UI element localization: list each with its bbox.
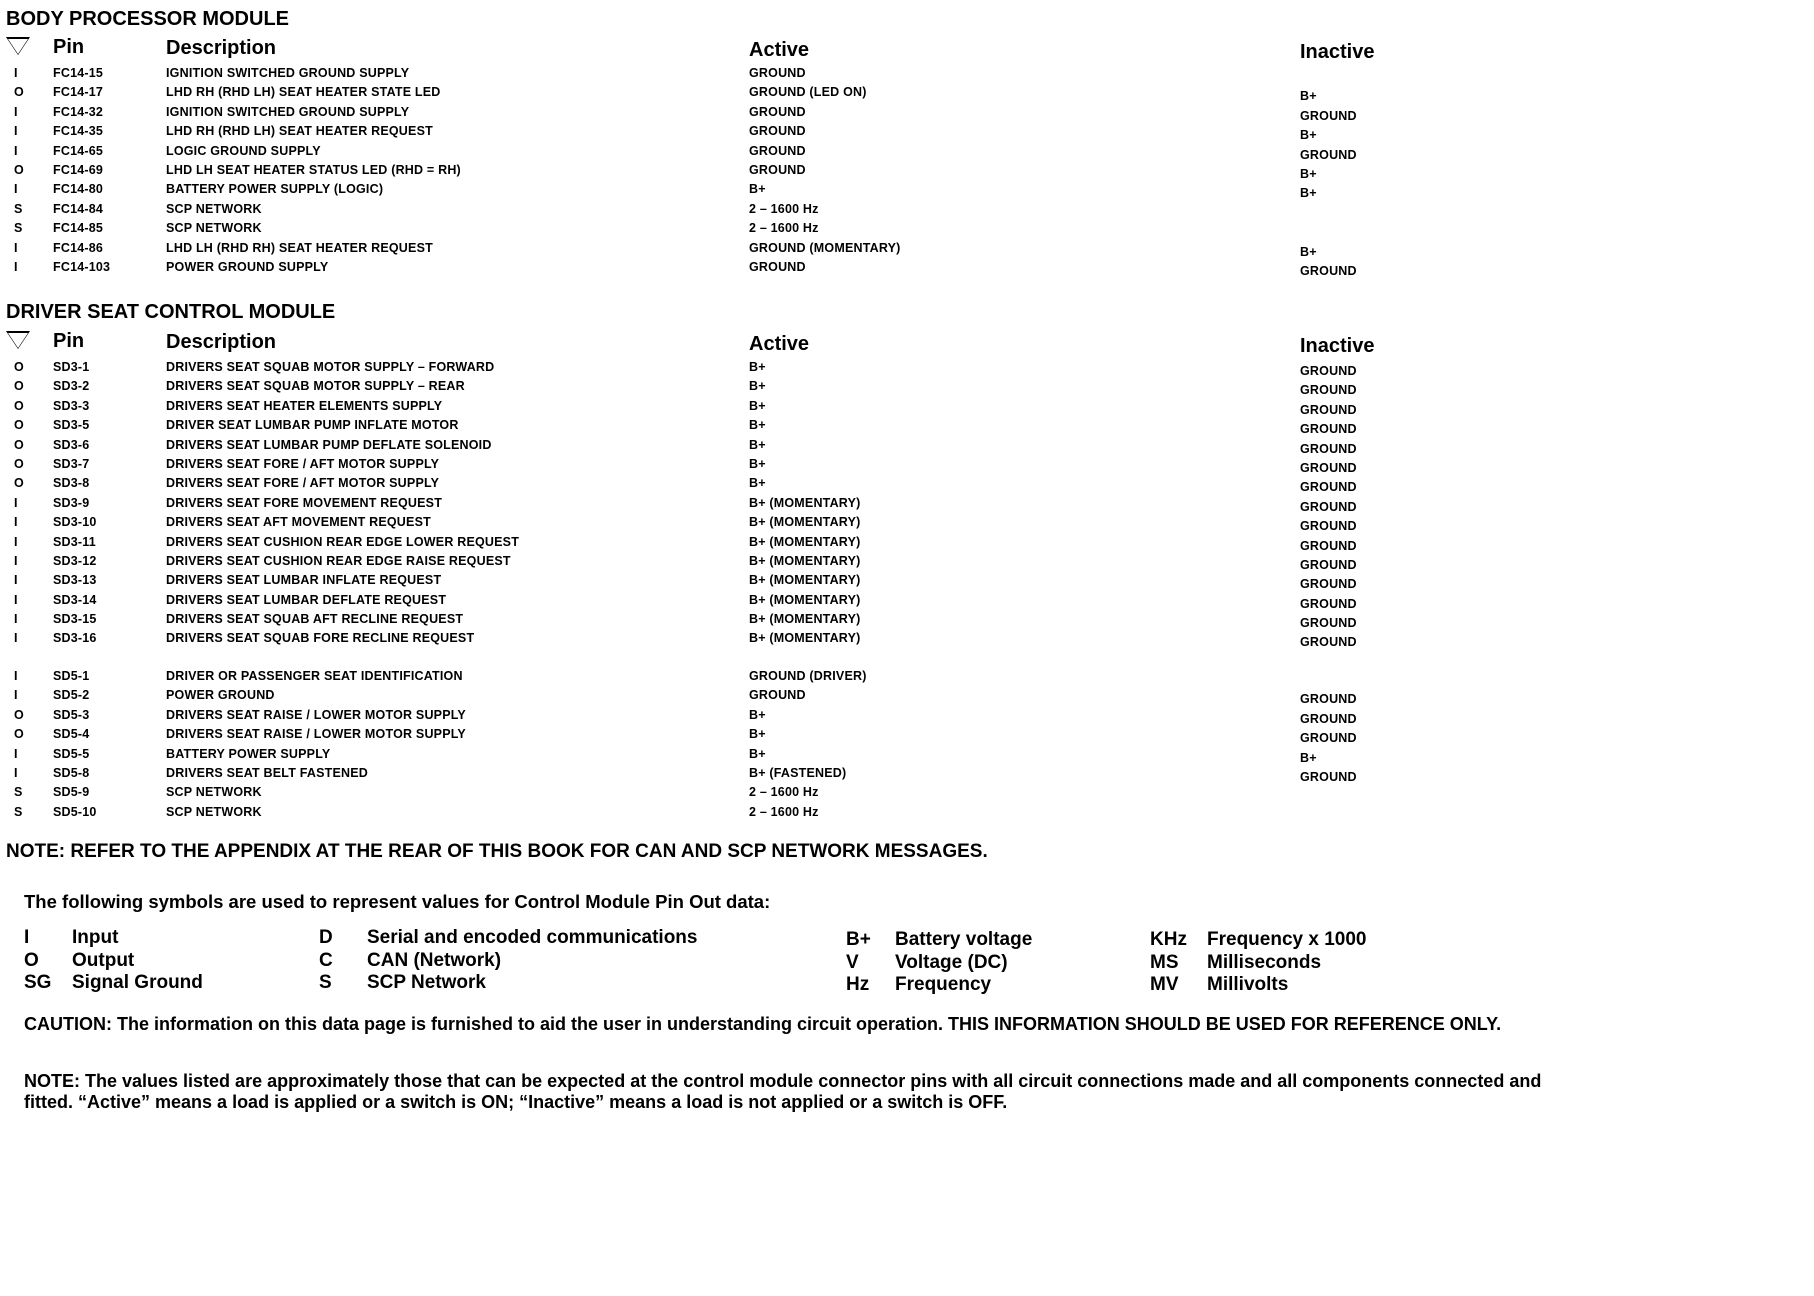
- pin-type-symbol: O: [14, 360, 24, 374]
- pin-description: IGNITION SWITCHED GROUND SUPPLY: [166, 66, 410, 80]
- pin-type-symbol: I: [14, 765, 18, 780]
- legend-meaning: Serial and encoded communications: [367, 927, 698, 948]
- active-value: GROUND: [749, 124, 806, 139]
- table-row: [0, 124, 1564, 143]
- header-inactive: Inactive: [1300, 41, 1375, 63]
- table-row: [0, 66, 1564, 85]
- active-value: GROUND (LED ON): [749, 85, 867, 100]
- active-value: B+ (MOMENTARY): [749, 534, 861, 549]
- pin-type-symbol: S: [14, 804, 23, 819]
- header-pin: Pin: [53, 330, 85, 352]
- pin-type-symbol: I: [14, 143, 18, 158]
- signal-direction-triangle-icon: [6, 37, 30, 55]
- inactive-value: GROUND: [1300, 147, 1357, 162]
- pin-type-symbol: I: [14, 240, 18, 255]
- pin-id: SD3-8: [53, 476, 90, 491]
- table-row: [0, 182, 1564, 201]
- pin-description: DRIVERS SEAT LUMBAR INFLATE REQUEST: [166, 573, 442, 588]
- bpm-pin-table: [0, 66, 1564, 279]
- pin-id: SD3-1: [53, 360, 90, 374]
- legend-symbol: C: [319, 949, 333, 971]
- legend-meaning: Signal Ground: [72, 972, 203, 993]
- table-row: [0, 708, 1564, 727]
- pin-id: SD3-5: [53, 418, 90, 433]
- pin-description: DRIVER SEAT LUMBAR PUMP INFLATE MOTOR: [166, 418, 459, 433]
- table-row: [0, 260, 1564, 279]
- active-value: B+: [749, 398, 766, 413]
- inactive-value: GROUND: [1300, 383, 1357, 398]
- pin-id: SD5-3: [53, 707, 90, 722]
- legend-meaning: Millivolts: [1207, 974, 1289, 995]
- legend-entry: [1150, 929, 1366, 952]
- legend-entry: [846, 974, 1032, 997]
- inactive-value: GROUND: [1300, 108, 1357, 123]
- legend-meaning: SCP Network: [367, 972, 486, 993]
- active-value: B+ (MOMENTARY): [749, 612, 861, 627]
- inactive-value: GROUND: [1300, 402, 1357, 417]
- pin-type-symbol: S: [14, 221, 23, 236]
- signal-direction-triangle-icon: [6, 331, 30, 349]
- active-value: B+ (MOMENTARY): [749, 592, 861, 607]
- inactive-value: GROUND: [1300, 769, 1357, 784]
- active-value: 2 – 1600 Hz: [749, 804, 819, 819]
- inactive-value: GROUND: [1300, 538, 1357, 553]
- legend-entry: [24, 950, 203, 973]
- pin-description: DRIVER OR PASSENGER SEAT IDENTIFICATION: [166, 669, 463, 683]
- legend-entry: [24, 972, 203, 995]
- legend-symbol: KHz: [1150, 929, 1187, 950]
- inactive-value: GROUND: [1300, 480, 1357, 495]
- section-title-body-processor-module: BODY PROCESSOR MODULE: [6, 8, 289, 30]
- pin-id: SD3-2: [53, 379, 90, 394]
- inactive-value: GROUND: [1300, 692, 1357, 707]
- inactive-value: GROUND: [1300, 460, 1357, 475]
- active-value: B+ (MOMENTARY): [749, 631, 861, 646]
- pin-description: SCP NETWORK: [166, 804, 262, 819]
- active-value: B+: [749, 360, 766, 374]
- legend-column-2: [319, 927, 697, 995]
- dscm-sd5-pin-table: [0, 669, 1564, 824]
- pin-type-symbol: I: [14, 515, 18, 530]
- active-value: GROUND (MOMENTARY): [749, 240, 901, 255]
- active-value: B+ (FASTENED): [749, 765, 847, 780]
- legend-entry: [1150, 952, 1366, 975]
- pin-type-symbol: I: [14, 495, 18, 510]
- pin-id: FC14-86: [53, 240, 104, 255]
- pin-id: SD5-9: [53, 785, 90, 800]
- pin-type-symbol: O: [14, 476, 24, 491]
- active-value: GROUND: [749, 688, 806, 703]
- pin-type-symbol: O: [14, 437, 24, 452]
- pin-id: SD3-9: [53, 495, 90, 510]
- pin-type-symbol: I: [14, 669, 18, 683]
- table-row: [0, 105, 1564, 124]
- header-description: Description: [166, 331, 277, 353]
- table-row: [0, 241, 1564, 260]
- legend-symbol: D: [319, 927, 333, 948]
- pin-type-symbol: I: [14, 746, 18, 761]
- pin-id: FC14-35: [53, 124, 104, 139]
- active-value: B+: [749, 746, 766, 761]
- legend-column-1: [24, 927, 203, 995]
- pin-type-symbol: I: [14, 66, 18, 80]
- pin-description: DRIVERS SEAT CUSHION REAR EDGE RAISE REQUEST: [166, 553, 511, 568]
- legend-intro: The following symbols are used to represent values for Control Module Pin Out data:: [24, 891, 771, 912]
- inactive-value: GROUND: [1300, 577, 1357, 592]
- legend-meaning: CAN (Network): [367, 949, 502, 971]
- table-row: [0, 85, 1564, 104]
- pin-id: SD3-3: [53, 398, 90, 413]
- pin-description: DRIVERS SEAT FORE / AFT MOTOR SUPPLY: [166, 476, 440, 491]
- active-value: GROUND (DRIVER): [749, 669, 867, 683]
- table-row: [0, 805, 1564, 824]
- active-value: B+: [749, 707, 766, 722]
- active-value: GROUND: [749, 66, 806, 80]
- note-values-text: NOTE: The values listed are approximately those that can be expected at the control module connector pins with all circuit connections made and all components connected and fitted. “Active” means a load is applied or a switch is ON; “Inactive” means a load is not applied or a switch is OFF.: [24, 1071, 1542, 1112]
- pin-description: DRIVERS SEAT BELT FASTENED: [166, 765, 368, 780]
- table-row: [0, 766, 1564, 785]
- pin-type-symbol: I: [14, 553, 18, 568]
- pin-description: LOGIC GROUND SUPPLY: [166, 143, 321, 158]
- pin-type-symbol: I: [14, 631, 18, 646]
- table-row: [0, 631, 1564, 650]
- pin-type-symbol: O: [14, 456, 24, 471]
- pin-description: DRIVERS SEAT RAISE / LOWER MOTOR SUPPLY: [166, 727, 466, 742]
- pin-description: SCP NETWORK: [166, 201, 262, 216]
- inactive-value: GROUND: [1300, 422, 1357, 437]
- legend-entry: [319, 972, 697, 995]
- legend-meaning: Frequency x 1000: [1207, 929, 1367, 950]
- pin-id: SD5-8: [53, 765, 90, 780]
- table-row: [0, 496, 1564, 515]
- legend-entry: [1150, 974, 1366, 997]
- pin-type-symbol: I: [14, 612, 18, 627]
- table-row: [0, 727, 1564, 746]
- pin-id: FC14-80: [53, 182, 104, 197]
- active-value: GROUND: [749, 104, 806, 119]
- pin-description: SCP NETWORK: [166, 785, 262, 800]
- legend-entry: [846, 929, 1032, 952]
- inactive-value: B+: [1300, 128, 1317, 143]
- active-value: B+: [749, 476, 766, 491]
- pin-type-symbol: O: [14, 85, 24, 100]
- pin-id: FC14-84: [53, 201, 104, 216]
- pin-id: SD3-10: [53, 515, 97, 530]
- inactive-value: GROUND: [1300, 557, 1357, 572]
- pin-description: LHD LH (RHD RH) SEAT HEATER REQUEST: [166, 240, 433, 255]
- pin-id: SD3-11: [53, 534, 96, 549]
- active-value: B+: [749, 437, 766, 452]
- pin-description: POWER GROUND SUPPLY: [166, 259, 329, 274]
- pin-id: SD5-2: [53, 688, 90, 703]
- inactive-value: GROUND: [1300, 616, 1357, 631]
- inactive-value: B+: [1300, 166, 1317, 181]
- pin-description: DRIVERS SEAT SQUAB MOTOR SUPPLY – REAR: [166, 379, 465, 394]
- pin-description: LHD LH SEAT HEATER STATUS LED (RHD = RH): [166, 162, 461, 177]
- pin-type-symbol: I: [14, 592, 18, 607]
- inactive-value: GROUND: [1300, 711, 1357, 726]
- active-value: B+: [749, 379, 766, 394]
- pin-type-symbol: I: [14, 259, 18, 274]
- pin-description: DRIVERS SEAT LUMBAR DEFLATE REQUEST: [166, 592, 447, 607]
- active-value: B+: [749, 418, 766, 433]
- pin-description: DRIVERS SEAT SQUAB AFT RECLINE REQUEST: [166, 612, 464, 627]
- active-value: 2 – 1600 Hz: [749, 221, 819, 236]
- table-row: [0, 785, 1564, 804]
- legend-column-4: [1150, 929, 1366, 997]
- table-row: [0, 399, 1564, 418]
- table-row: [0, 163, 1564, 182]
- table-row: [0, 535, 1564, 554]
- pin-type-symbol: I: [14, 182, 18, 197]
- pin-type-symbol: O: [14, 398, 24, 413]
- legend-symbol: V: [846, 951, 859, 973]
- legend-meaning: Output: [72, 949, 135, 971]
- legend-meaning: Voltage (DC): [895, 951, 1008, 973]
- inactive-value: B+: [1300, 89, 1317, 104]
- pin-id: SD5-10: [53, 804, 97, 819]
- pin-id: SD5-1: [53, 669, 90, 683]
- active-value: B+ (MOMENTARY): [749, 573, 861, 588]
- table-row: [0, 144, 1564, 163]
- pin-type-symbol: O: [14, 162, 24, 177]
- legend-column-3: [846, 929, 1032, 997]
- pin-description: LHD RH (RHD LH) SEAT HEATER REQUEST: [166, 124, 433, 139]
- pin-id: SD3-15: [53, 612, 97, 627]
- pin-id: SD3-7: [53, 456, 90, 471]
- pin-description: IGNITION SWITCHED GROUND SUPPLY: [166, 104, 410, 119]
- table-row: [0, 202, 1564, 221]
- table-row: [0, 379, 1564, 398]
- legend-meaning: Battery voltage: [895, 929, 1033, 950]
- table-row: [0, 438, 1564, 457]
- pin-description: BATTERY POWER SUPPLY (LOGIC): [166, 182, 384, 197]
- legend-meaning: Input: [72, 927, 119, 948]
- inactive-value: GROUND: [1300, 596, 1357, 611]
- pin-description: DRIVERS SEAT SQUAB FORE RECLINE REQUEST: [166, 631, 475, 646]
- pin-description: DRIVERS SEAT HEATER ELEMENTS SUPPLY: [166, 398, 443, 413]
- pin-id: SD5-5: [53, 746, 90, 761]
- pin-description: DRIVERS SEAT LUMBAR PUMP DEFLATE SOLENOID: [166, 437, 492, 452]
- legend-symbol: B+: [846, 929, 871, 950]
- pin-id: FC14-32: [53, 104, 104, 119]
- pin-type-symbol: O: [14, 707, 24, 722]
- pin-type-symbol: O: [14, 379, 24, 394]
- legend-entry: [24, 927, 203, 950]
- pin-description: DRIVERS SEAT AFT MOVEMENT REQUEST: [166, 515, 431, 530]
- active-value: GROUND: [749, 143, 806, 158]
- pin-type-symbol: I: [14, 124, 18, 139]
- active-value: B+ (MOMENTARY): [749, 553, 861, 568]
- legend-entry: [846, 952, 1032, 975]
- table-row: [0, 554, 1564, 573]
- table-row: [0, 573, 1564, 592]
- pin-id: SD3-12: [53, 553, 97, 568]
- header-active: Active: [749, 39, 810, 61]
- table-row: [0, 612, 1564, 631]
- note-appendix: NOTE: REFER TO THE APPENDIX AT THE REAR OF THIS BOOK FOR CAN AND SCP NETWORK MESSAGES.: [6, 841, 988, 862]
- active-value: B+: [749, 727, 766, 742]
- pin-type-symbol: O: [14, 727, 24, 742]
- inactive-value: GROUND: [1300, 263, 1357, 278]
- active-value: 2 – 1600 Hz: [749, 785, 819, 800]
- inactive-value: B+: [1300, 750, 1317, 765]
- inactive-value: GROUND: [1300, 499, 1357, 514]
- legend-symbol: MS: [1150, 951, 1179, 973]
- pin-id: FC14-17: [53, 85, 104, 100]
- table-row: [0, 593, 1564, 612]
- pin-description: SCP NETWORK: [166, 221, 262, 236]
- legend-symbol: MV: [1150, 974, 1179, 995]
- pin-description: DRIVERS SEAT FORE MOVEMENT REQUEST: [166, 495, 443, 510]
- active-value: GROUND: [749, 259, 806, 274]
- header-active: Active: [749, 333, 810, 355]
- section-title-driver-seat-control-module: DRIVER SEAT CONTROL MODULE: [6, 301, 336, 323]
- active-value: B+ (MOMENTARY): [749, 495, 861, 510]
- legend-symbol: Hz: [846, 974, 870, 995]
- header-inactive: Inactive: [1300, 335, 1375, 357]
- legend-meaning: Milliseconds: [1207, 951, 1322, 973]
- legend-symbol: O: [24, 949, 39, 971]
- legend-symbol: SG: [24, 972, 52, 993]
- inactive-value: B+: [1300, 186, 1317, 201]
- inactive-value: GROUND: [1300, 731, 1357, 746]
- legend-symbol: I: [24, 927, 30, 948]
- legend-entry: [319, 950, 697, 973]
- pin-type-symbol: I: [14, 688, 18, 703]
- active-value: B+: [749, 456, 766, 471]
- pin-id: SD3-13: [53, 573, 97, 588]
- pin-description: DRIVERS SEAT SQUAB MOTOR SUPPLY – FORWARD: [166, 360, 495, 374]
- pin-id: SD5-4: [53, 727, 90, 742]
- pin-description: BATTERY POWER SUPPLY: [166, 746, 331, 761]
- inactive-value: GROUND: [1300, 519, 1357, 534]
- header-description: Description: [166, 37, 277, 59]
- inactive-value: GROUND: [1300, 441, 1357, 456]
- active-value: GROUND: [749, 162, 806, 177]
- table-row: [0, 360, 1564, 379]
- table-row: [0, 669, 1564, 688]
- table-row: [0, 476, 1564, 495]
- table-row: [0, 688, 1564, 707]
- pin-id: FC14-65: [53, 143, 104, 158]
- pin-type-symbol: I: [14, 104, 18, 119]
- pin-description: LHD RH (RHD LH) SEAT HEATER STATE LED: [166, 85, 441, 100]
- pin-type-symbol: I: [14, 534, 18, 549]
- pin-type-symbol: O: [14, 418, 24, 433]
- pin-id: FC14-69: [53, 162, 104, 177]
- pin-description: DRIVERS SEAT RAISE / LOWER MOTOR SUPPLY: [166, 707, 466, 722]
- legend-entry: [319, 927, 697, 950]
- table-row: [0, 221, 1564, 240]
- inactive-value: B+: [1300, 244, 1317, 259]
- pin-id: SD3-14: [53, 592, 97, 607]
- inactive-value: GROUND: [1300, 364, 1357, 378]
- active-value: 2 – 1600 Hz: [749, 201, 819, 216]
- header-pin: Pin: [53, 36, 85, 58]
- table-row: [0, 418, 1564, 437]
- pin-description: DRIVERS SEAT CUSHION REAR EDGE LOWER REQUEST: [166, 534, 520, 549]
- table-row: [0, 515, 1564, 534]
- pin-id: SD3-16: [53, 631, 97, 646]
- active-value: B+: [749, 182, 766, 197]
- legend-meaning: Frequency: [895, 974, 992, 995]
- caution-text: CAUTION: The information on this data page is furnished to aid the user in understanding circuit operation. THIS INFORMATION SHOULD BE USED FOR REFERENCE ONLY.: [24, 1014, 1502, 1034]
- pin-id: SD3-6: [53, 437, 90, 452]
- pin-id: FC14-15: [53, 66, 104, 80]
- table-row: [0, 457, 1564, 476]
- pin-id: FC14-85: [53, 221, 104, 236]
- pin-type-symbol: S: [14, 785, 23, 800]
- pin-type-symbol: S: [14, 201, 23, 216]
- dscm-sd3-pin-table: [0, 360, 1564, 651]
- pin-type-symbol: I: [14, 573, 18, 588]
- active-value: B+ (MOMENTARY): [749, 515, 861, 530]
- pin-description: DRIVERS SEAT FORE / AFT MOTOR SUPPLY: [166, 456, 440, 471]
- pin-description: POWER GROUND: [166, 688, 275, 703]
- inactive-value: GROUND: [1300, 635, 1357, 650]
- pin-id: FC14-103: [53, 259, 111, 274]
- table-row: [0, 747, 1564, 766]
- legend-symbol: S: [319, 972, 332, 993]
